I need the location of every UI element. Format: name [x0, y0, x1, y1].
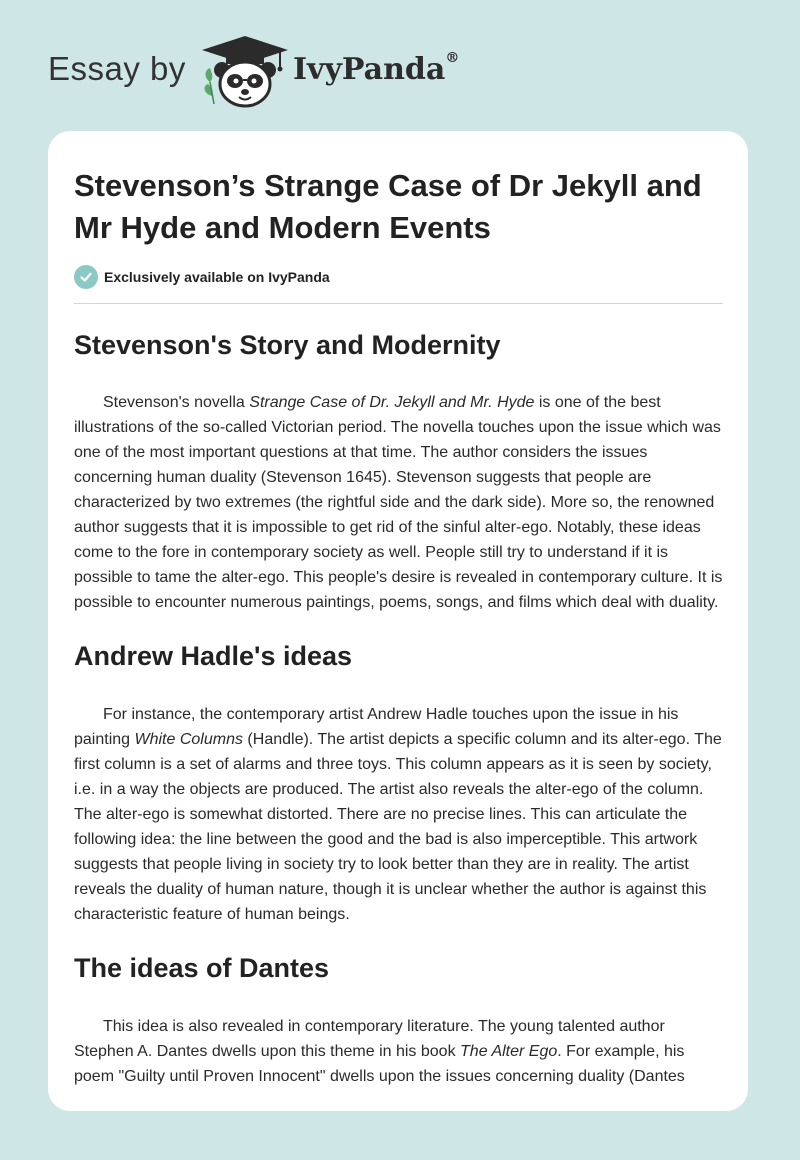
paragraph-text: (Handle). The artist depicts a specific column and its alter-ego. The first column is a set of alarms and three toys. This column appears as it is seen by society, i.e. in a way the objects are produced. The artist also reveals the alter-ego of the column. The alter-ego is somewhat distorted. There are no precise lines. This can articulate the following idea: the line between the good and the bad is also imperceptible. This artwork suggests that people living in society try to look better than they are in reality. The artist reveals the duality of human nature, though it is unclear whether the author is against this characteristic feature of human beings.	[74, 731, 722, 923]
brand-text: IvyPanda	[293, 52, 446, 87]
brand-name[interactable]	[293, 52, 459, 87]
section-heading-andrew-hadle: Andrew Hadle's ideas	[74, 641, 353, 671]
check-icon	[74, 265, 98, 289]
section-heading-dantes: The ideas of Dantes	[74, 953, 330, 983]
paragraph-text: Stevenson's novella	[103, 394, 250, 411]
ivypanda-logo-icon[interactable]	[200, 34, 290, 110]
article-card	[48, 131, 748, 1111]
exclusive-label: Exclusively available on IvyPanda	[104, 269, 330, 285]
section-heading-stevensons-story: Stevenson's Story and Modernity	[74, 330, 501, 360]
article-title: Stevenson’s Strange Case of Dr Jekyll and Mr Hyde and Modern Events	[74, 168, 702, 245]
article-body	[74, 321, 724, 1089]
essay-by-label: Essay by	[48, 50, 186, 87]
painting-title: White Columns	[134, 731, 243, 748]
section-paragraph-dantes	[74, 1014, 724, 1089]
paragraph-text: This idea is also revealed in contemporary literature. The young talented author Stephen A. Dantes dwells upon this theme in his book	[74, 1018, 665, 1060]
paragraph-text: For instance, the contemporary artist Andrew Hadle touches upon the issue in his painting	[74, 706, 679, 748]
book-title: Strange Case of Dr. Jekyll and Mr. Hyde	[249, 394, 535, 411]
paragraph-text: . For example, his poem "Guilty until Proven Innocent" dwells upon the issues concerning duality (Dantes	[74, 1043, 685, 1085]
exclusive-badge	[74, 265, 330, 289]
book-title: The Alter Ego	[460, 1043, 558, 1060]
divider	[74, 303, 723, 304]
site-header	[0, 0, 800, 130]
registered-mark: ®	[445, 50, 460, 66]
section-paragraph-stevensons-story	[74, 390, 724, 615]
paragraph-text: is one of the best illustrations of the so-called Victorian period. The novella touches upon the issue which was one of the most important questions at that time. The author considers the issues concerning human duality (Stevenson 1645). Stevenson suggests that people are characterized by two extremes (the rightful side and the dark side). More so, the renowned author suggests that it is impossible to get rid of the sinful alter-ego. Notably, these ideas come to the fore in contemporary society as well. People still try to understand if it is possible to tame the alter-ego. This people's desire is revealed in contemporary culture. It is possible to encounter numerous paintings, poems, songs, and films which deal with duality.	[74, 394, 723, 611]
section-paragraph-andrew-hadle	[74, 702, 724, 927]
